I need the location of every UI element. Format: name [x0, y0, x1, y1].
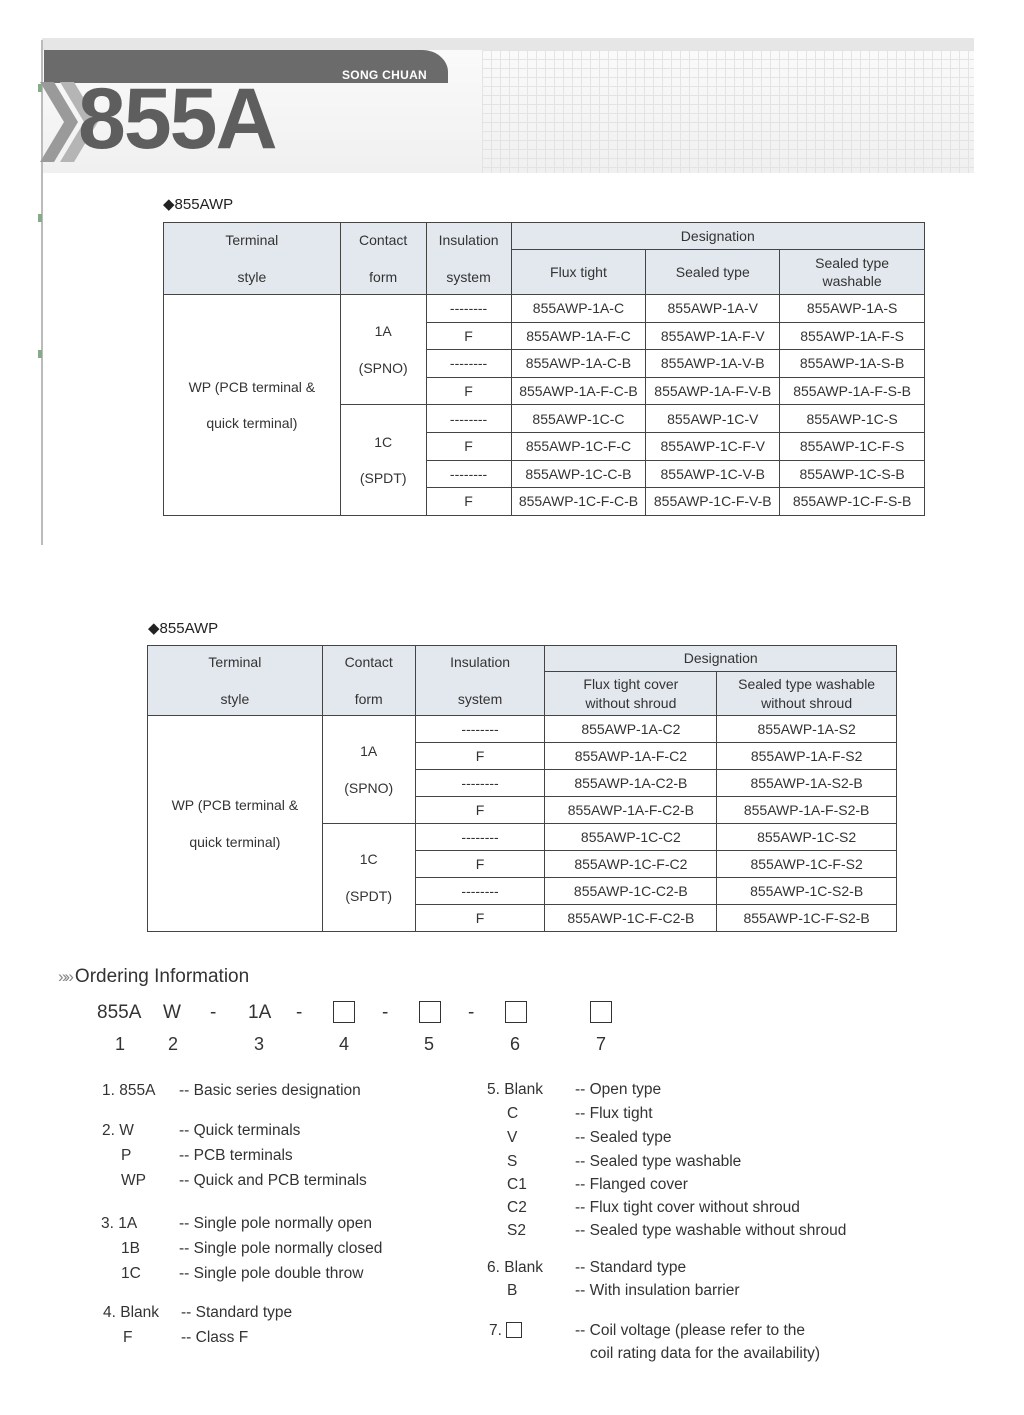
position-number: 2	[168, 1034, 179, 1054]
designation-cell: 855AWP-1A-F-C2-B	[545, 797, 717, 824]
header-contact-form: Contact form	[340, 223, 426, 295]
legend-desc: -- Coil voltage (please refer to the	[575, 1322, 806, 1339]
header-terminal-style: Terminal style	[164, 223, 341, 295]
legend-label: 1B	[121, 1240, 140, 1257]
insulation-cell: F	[415, 905, 545, 932]
designation-cell: 855AWP-1A-V	[646, 295, 780, 323]
legend-label: 6. Blank	[487, 1259, 544, 1276]
designation-cell: 855AWP-1C-S	[780, 405, 925, 433]
table-row	[148, 716, 897, 743]
insulation-cell: F	[415, 797, 545, 824]
designation-cell: 855AWP-1A-F-V	[646, 322, 780, 350]
designation-cell: 855AWP-1C-V	[646, 405, 780, 433]
code-box-7	[590, 1001, 612, 1023]
header-sealed-washable: Sealed type washable	[780, 250, 925, 295]
legend-desc: -- Single pole normally closed	[179, 1240, 383, 1257]
terminal-style-cell: WP (PCB terminal & quick terminal)	[148, 716, 323, 932]
designation-cell: 855AWP-1A-F-V-B	[646, 377, 780, 405]
header-insulation: Insulation system	[426, 223, 511, 295]
legend-desc: -- Sealed type washable	[575, 1153, 742, 1170]
legend-label: F	[123, 1329, 133, 1346]
contact-form-cell: 1A (SPNO)	[340, 295, 426, 405]
legend-desc: -- Single pole double throw	[179, 1265, 364, 1282]
header-terminal-style: Terminal style	[148, 646, 323, 716]
header-designation: Designation	[511, 223, 924, 250]
header-sealed-washable: Sealed type washable without shroud	[717, 672, 897, 716]
designation-cell: 855AWP-1C-C	[511, 405, 646, 433]
ordering-title: »» Ordering Information	[58, 966, 250, 987]
legend-desc: -- Sealed type	[575, 1129, 672, 1146]
designation-cell: 855AWP-1C-F-S-B	[780, 488, 925, 516]
designation-cell: 855AWP-1C-F-V	[646, 432, 780, 460]
legend-label: S	[507, 1153, 518, 1170]
legend-label: S2	[507, 1222, 526, 1239]
insulation-cell: F	[426, 432, 511, 460]
designation-cell: 855AWP-1A-F-S-B	[780, 377, 925, 405]
designation-cell: 855AWP-1C-S-B	[780, 460, 925, 488]
section-label-1: ◆855AWP	[163, 196, 234, 213]
code-dash: -	[382, 1002, 389, 1023]
designation-cell: 855AWP-1C-C2-B	[545, 878, 717, 905]
header-sealed-type: Sealed type	[646, 250, 780, 295]
code-box-4	[333, 1001, 355, 1023]
insulation-cell: --------	[415, 716, 545, 743]
code-dash: -	[210, 1002, 217, 1023]
designation-cell: 855AWP-1A-F-C-B	[511, 377, 646, 405]
legend-label: C2	[507, 1199, 527, 1216]
legend-label: 5. Blank	[487, 1081, 544, 1098]
position-number: 5	[424, 1034, 435, 1054]
insulation-cell: --------	[415, 824, 545, 851]
designation-cell: 855AWP-1A-S2-B	[717, 770, 897, 797]
legend-desc: -- Flux tight	[575, 1105, 653, 1122]
legend-desc: -- Quick terminals	[179, 1122, 301, 1139]
position-number: 1	[115, 1034, 126, 1054]
designation-cell: 855AWP-1A-S-B	[780, 350, 925, 378]
code-dash: -	[296, 1002, 303, 1023]
insulation-cell: --------	[426, 405, 511, 433]
checkbox-placeholder-icon	[506, 1322, 522, 1338]
brand-name: SONG CHUAN	[342, 68, 428, 82]
designation-cell: 855AWP-1A-S2	[717, 716, 897, 743]
legend-label: P	[121, 1147, 132, 1164]
header-pattern	[482, 50, 974, 173]
contact-form-cell: 1C (SPDT)	[340, 405, 426, 515]
designation-cell: 855AWP-1A-F-S	[780, 322, 925, 350]
legend-desc: -- Flux tight cover without shroud	[575, 1199, 800, 1216]
contact-form-cell: 1A (SPNO)	[322, 716, 415, 824]
insulation-cell: --------	[426, 460, 511, 488]
legend-label: 3. 1A	[101, 1215, 138, 1232]
double-chevron-icon: »»	[58, 967, 71, 986]
legend-label: 4. Blank	[103, 1304, 160, 1321]
edge-mark	[38, 214, 42, 222]
header-insulation: Insulation system	[415, 646, 545, 716]
designation-cell: 855AWP-1A-F-C	[511, 322, 646, 350]
designation-cell: 855AWP-1A-C	[511, 295, 646, 323]
header-contact-form: Contact form	[322, 646, 415, 716]
table-row	[164, 295, 925, 323]
header-designation: Designation	[545, 646, 897, 672]
legend-label: 2. W	[102, 1122, 134, 1139]
insulation-cell: F	[426, 377, 511, 405]
code-box-5	[419, 1001, 441, 1023]
designation-cell: 855AWP-1A-C-B	[511, 350, 646, 378]
designation-cell: 855AWP-1C-F-S	[780, 432, 925, 460]
section-label-2: ◆855AWP	[148, 620, 219, 637]
insulation-cell: --------	[415, 878, 545, 905]
designation-cell: 855AWP-1C-F-C2-B	[545, 905, 717, 932]
designation-cell: 855AWP-1A-F-S2-B	[717, 797, 897, 824]
header-flux-tight: Flux tight	[511, 250, 646, 295]
insulation-cell: F	[415, 851, 545, 878]
legend-label: C1	[507, 1176, 527, 1193]
legend-desc: -- Single pole normally open	[179, 1215, 372, 1232]
insulation-cell: --------	[415, 770, 545, 797]
designation-cell: 855AWP-1C-F-S2	[717, 851, 897, 878]
legend-desc: -- Sealed type washable without shroud	[575, 1222, 847, 1239]
legend-label: WP	[121, 1172, 146, 1189]
legend-label: 1. 855A	[102, 1082, 156, 1099]
legend-desc: -- Standard type	[575, 1259, 687, 1276]
designation-table-1	[163, 222, 925, 516]
designation-cell: 855AWP-1A-C2	[545, 716, 717, 743]
legend-desc: -- Quick and PCB terminals	[179, 1172, 367, 1189]
insulation-cell: F	[415, 743, 545, 770]
legend-desc: -- Open type	[575, 1081, 662, 1098]
position-number: 3	[254, 1034, 265, 1054]
header-flux-tight-cover: Flux tight cover without shroud	[545, 672, 717, 716]
designation-cell: 855AWP-1A-F-C2	[545, 743, 717, 770]
position-number: 6	[510, 1034, 521, 1054]
terminal-style-cell: WP (PCB terminal & quick terminal)	[164, 295, 341, 516]
designation-cell: 855AWP-1A-C2-B	[545, 770, 717, 797]
code-part-contact: 1A	[248, 1002, 272, 1023]
designation-cell: 855AWP-1C-F-C-B	[511, 488, 646, 516]
insulation-cell: F	[426, 322, 511, 350]
designation-cell: 855AWP-1C-C2	[545, 824, 717, 851]
designation-cell: 855AWP-1A-S	[780, 295, 925, 323]
position-number: 4	[339, 1034, 350, 1054]
legend-desc: -- Flanged cover	[575, 1176, 688, 1193]
code-part-terminal: W	[163, 1002, 181, 1023]
legend-desc: -- Class F	[181, 1329, 249, 1346]
legend-desc: -- Basic series designation	[179, 1082, 361, 1099]
legend-desc: coil rating data for the availability)	[590, 1345, 821, 1362]
legend-label: B	[507, 1282, 518, 1299]
legend-label: C	[507, 1105, 519, 1122]
insulation-cell: --------	[426, 295, 511, 323]
edge-mark	[38, 350, 42, 358]
legend-desc: -- Standard type	[181, 1304, 293, 1321]
designation-cell: 855AWP-1C-S2-B	[717, 878, 897, 905]
designation-table-2	[147, 645, 897, 932]
designation-cell: 855AWP-1A-V-B	[646, 350, 780, 378]
insulation-cell: --------	[426, 350, 511, 378]
designation-cell: 855AWP-1A-F-S2	[717, 743, 897, 770]
designation-cell: 855AWP-1C-V-B	[646, 460, 780, 488]
model-title: 855A	[78, 71, 276, 167]
designation-cell: 855AWP-1C-F-V-B	[646, 488, 780, 516]
designation-cell: 855AWP-1C-S2	[717, 824, 897, 851]
code-dash: -	[468, 1002, 475, 1023]
contact-form-cell: 1C (SPDT)	[322, 824, 415, 932]
code-part-series: 855A	[97, 1002, 142, 1023]
insulation-cell: F	[426, 488, 511, 516]
designation-cell: 855AWP-1C-F-C2	[545, 851, 717, 878]
legend-desc: -- With insulation barrier	[575, 1282, 740, 1299]
legend-desc: -- PCB terminals	[179, 1147, 293, 1164]
code-box-6	[505, 1001, 527, 1023]
legend-label: 1C	[121, 1265, 141, 1282]
position-number: 7	[596, 1034, 607, 1054]
legend-label: V	[507, 1129, 518, 1146]
designation-cell: 855AWP-1C-C-B	[511, 460, 646, 488]
legend-label-7: 7.	[489, 1322, 522, 1340]
designation-cell: 855AWP-1C-F-S2-B	[717, 905, 897, 932]
designation-cell: 855AWP-1C-F-C	[511, 432, 646, 460]
